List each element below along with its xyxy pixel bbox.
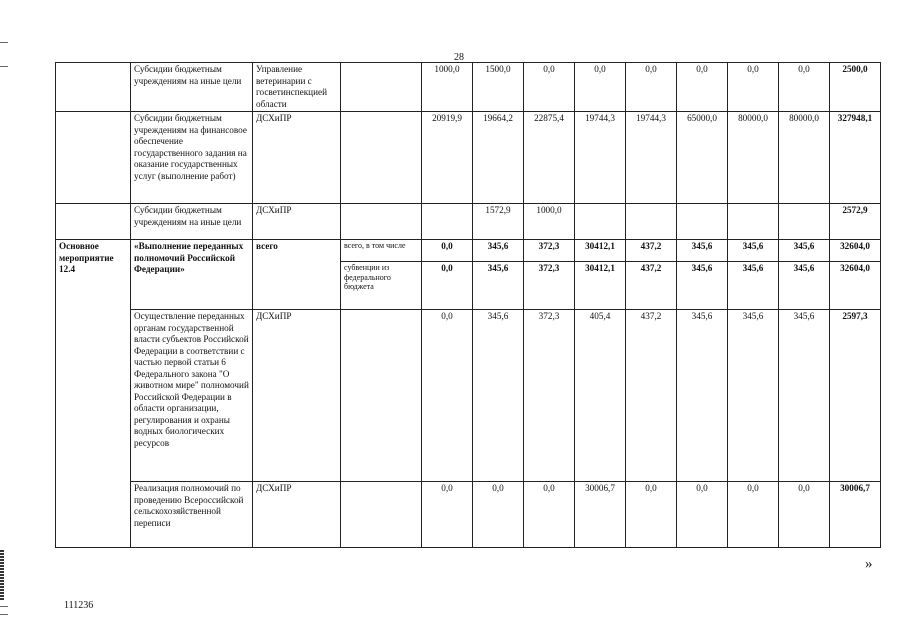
year-value-cell: 80000,0	[779, 112, 830, 204]
event-cell-empty	[56, 63, 131, 112]
year-value-cell: 345,6	[728, 240, 779, 262]
year-value-cell: 0,0	[524, 482, 575, 548]
funding-source-cell	[341, 310, 422, 482]
scan-edge-mark	[0, 550, 4, 600]
year-value-cell: 345,6	[473, 310, 524, 482]
measure-name-cell: Осуществление переданных органам государственной власти субъектов Российской Федерации в соответствии с частью первой статьи 6 Федерального закона "О животном мире" полномочий Российской Федерации в области организации, регулирования и охраны водных биологических ресурсов	[131, 310, 253, 482]
total-value-cell: 2597,3	[830, 310, 881, 482]
table-row	[56, 310, 881, 482]
year-value-cell	[728, 204, 779, 240]
year-value-cell: 0,0	[422, 310, 473, 482]
event-cell-empty	[56, 204, 131, 240]
table-row	[56, 204, 881, 240]
year-value-cell: 65000,0	[677, 112, 728, 204]
year-value-cell: 0,0	[473, 482, 524, 548]
year-value-cell: 0,0	[422, 240, 473, 262]
funding-source-cell	[341, 63, 422, 112]
event-cell: Основное мероприятие 12.4	[56, 240, 131, 548]
year-value-cell: 0,0	[728, 63, 779, 112]
year-value-cell: 0,0	[422, 262, 473, 310]
continuation-mark: »	[865, 556, 873, 572]
budget-table	[55, 62, 881, 548]
year-value-cell: 0,0	[422, 482, 473, 548]
year-value-cell: 345,6	[677, 310, 728, 482]
year-value-cell: 345,6	[677, 262, 728, 310]
year-value-cell: 1500,0	[473, 63, 524, 112]
year-value-cell: 0,0	[626, 63, 677, 112]
year-value-cell: 345,6	[779, 240, 830, 262]
year-value-cell: 345,6	[473, 262, 524, 310]
table-row	[56, 112, 881, 204]
year-value-cell: 80000,0	[728, 112, 779, 204]
table-row	[56, 240, 881, 262]
funding-source-cell	[341, 204, 422, 240]
year-value-cell: 345,6	[779, 310, 830, 482]
total-value-cell: 2500,0	[830, 63, 881, 112]
scan-margin-tick	[0, 42, 8, 43]
year-value-cell: 405,4	[575, 310, 626, 482]
funding-source-cell	[341, 482, 422, 548]
measure-name-cell: Субсидии бюджетным учреждениям на финансовое обеспечение государственного задания на оказание государственных услуг (выполнение работ)	[131, 112, 253, 204]
executor-cell: Управление ветеринарии с госветинспекцией области	[253, 63, 341, 112]
event-cell-empty	[56, 112, 131, 204]
executor-cell: ДСХиПР	[253, 310, 341, 482]
year-value-cell: 1000,0	[422, 63, 473, 112]
year-value-cell: 30006,7	[575, 482, 626, 548]
year-value-cell: 0,0	[779, 482, 830, 548]
year-value-cell: 22875,4	[524, 112, 575, 204]
total-value-cell: 32604,0	[830, 240, 881, 262]
year-value-cell: 20919,9	[422, 112, 473, 204]
year-value-cell	[626, 204, 677, 240]
year-value-cell: 437,2	[626, 310, 677, 482]
executor-cell: ДСХиПР	[253, 112, 341, 204]
year-value-cell: 0,0	[677, 63, 728, 112]
measure-name-cell: «Выполнение переданных полномочий Российской Федерации»	[131, 240, 253, 310]
year-value-cell: 0,0	[626, 482, 677, 548]
year-value-cell: 19744,3	[575, 112, 626, 204]
total-value-cell: 2572,9	[830, 204, 881, 240]
year-value-cell: 372,3	[524, 262, 575, 310]
year-value-cell: 0,0	[524, 63, 575, 112]
year-value-cell	[677, 204, 728, 240]
year-value-cell: 372,3	[524, 310, 575, 482]
scan-margin-tick	[0, 614, 8, 615]
footer-code: 111236	[64, 600, 94, 611]
year-value-cell: 19664,2	[473, 112, 524, 204]
year-value-cell: 30412,1	[575, 262, 626, 310]
year-value-cell: 437,2	[626, 262, 677, 310]
total-value-cell: 30006,7	[830, 482, 881, 548]
funding-source-cell: субвенции из федерального бюджета	[341, 262, 422, 310]
year-value-cell: 437,2	[626, 240, 677, 262]
scan-margin-tick	[0, 66, 8, 67]
year-value-cell: 0,0	[677, 482, 728, 548]
executor-cell: всего	[253, 240, 341, 310]
page-number: 28	[454, 52, 464, 63]
year-value-cell: 0,0	[728, 482, 779, 548]
year-value-cell: 345,6	[728, 310, 779, 482]
total-value-cell: 32604,0	[830, 262, 881, 310]
scan-margin-tick	[0, 606, 8, 607]
year-value-cell: 345,6	[473, 240, 524, 262]
year-value-cell: 19744,3	[626, 112, 677, 204]
measure-name-cell: Субсидии бюджетным учреждениям на иные цели	[131, 204, 253, 240]
year-value-cell: 345,6	[728, 262, 779, 310]
year-value-cell: 0,0	[779, 63, 830, 112]
funding-source-cell: всего, в том числе	[341, 240, 422, 262]
total-value-cell: 327948,1	[830, 112, 881, 204]
year-value-cell: 1572,9	[473, 204, 524, 240]
table-row	[56, 63, 881, 112]
measure-name-cell: Реализация полномочий по проведению Всероссийской сельскохозяйственной переписи	[131, 482, 253, 548]
executor-cell: ДСХиПР	[253, 482, 341, 548]
year-value-cell: 0,0	[575, 63, 626, 112]
year-value-cell: 345,6	[677, 240, 728, 262]
year-value-cell	[575, 204, 626, 240]
measure-name-cell: Субсидии бюджетным учреждениям на иные цели	[131, 63, 253, 112]
executor-cell: ДСХиПР	[253, 204, 341, 240]
year-value-cell: 345,6	[779, 262, 830, 310]
year-value-cell: 372,3	[524, 240, 575, 262]
year-value-cell: 1000,0	[524, 204, 575, 240]
table-row	[56, 482, 881, 548]
year-value-cell	[422, 204, 473, 240]
funding-source-cell	[341, 112, 422, 204]
year-value-cell	[779, 204, 830, 240]
year-value-cell: 30412,1	[575, 240, 626, 262]
